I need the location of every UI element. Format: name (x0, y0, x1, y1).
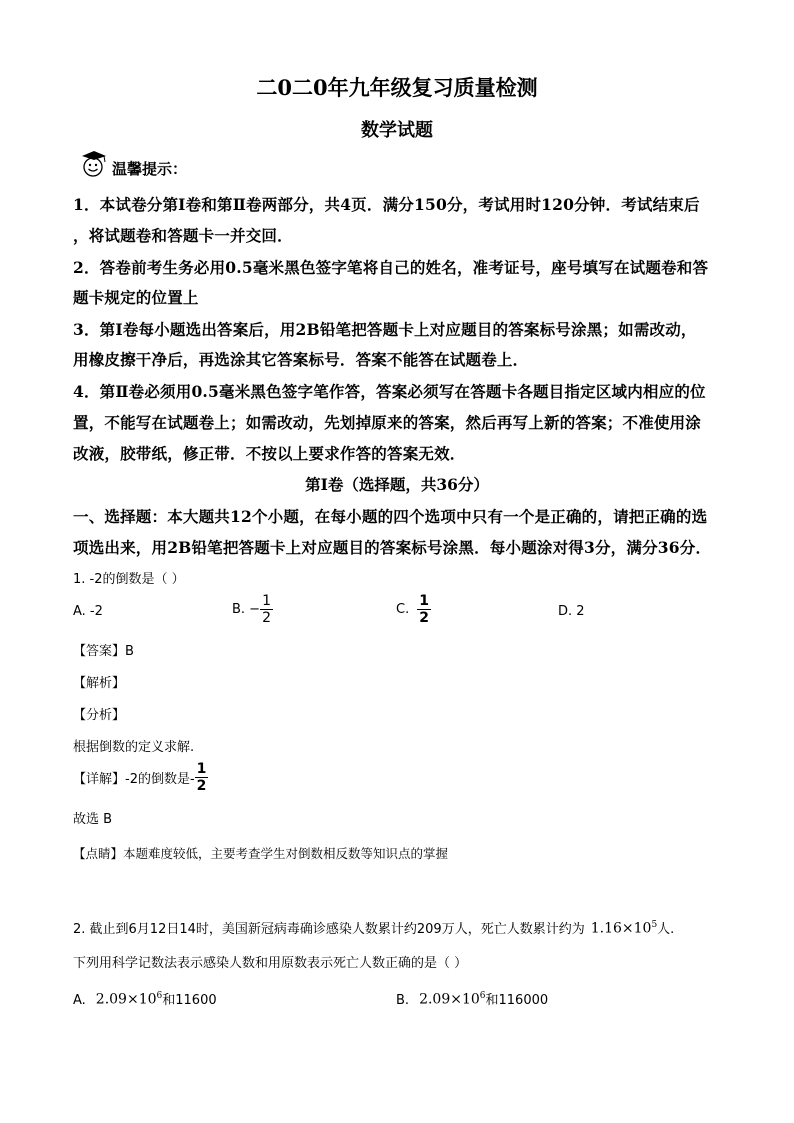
q1-option-d: D. 2 (558, 604, 585, 619)
q1-option-b-fraction (260, 594, 273, 625)
q2-stem-math-exp: 5 (651, 920, 658, 931)
q2-option-b (396, 989, 548, 1008)
q2-option-a-math-base: 2.09×10 (95, 992, 157, 1008)
q2-stem-math (591, 920, 657, 937)
q1-option-c-fraction (417, 594, 431, 625)
q2-stem-line-2: 下列用科学记数法表示感染人数和用原数表示死亡人数正确的是（ ） (73, 956, 468, 971)
q1-fenxi-text: 根据倒数的定义求解. (73, 740, 195, 755)
notice-line-4: 题卡规定的位置上 (73, 288, 199, 307)
notice-line-1: 1．本试卷分第Ⅰ卷和第Ⅱ卷两部分，共4页．满分150分，考试用时120分钟．考试结束后 (73, 195, 700, 214)
q2-stem-line-1 (73, 918, 674, 937)
q2-option-b-math-base: 2.09×10 (419, 992, 480, 1008)
q1-option-b-prefix: B. − (232, 602, 261, 617)
q1-detail-denominator: 2 (196, 778, 207, 794)
q2-option-a-prefix: A. (73, 993, 86, 1008)
q2-option-a (73, 989, 217, 1008)
q1-detail-numerator: 1 (196, 761, 207, 777)
q1-detail-fraction (195, 762, 209, 793)
notice-line-3: 2．答卷前考生务必用0.5毫米黑色签字笔将自己的姓名，准考证号，座号填写在试题卷和答 (73, 258, 709, 277)
q1-analysis-tag: 【解析】 (73, 676, 126, 691)
q1-option-c-prefix: C. (396, 602, 410, 617)
q1-option-c-numerator: 1 (419, 593, 429, 609)
q1-option-b (232, 594, 273, 625)
q1-answer: 【答案】B (73, 644, 134, 659)
section-heading: 第Ⅰ卷（选择题，共36分） (305, 475, 489, 494)
smiley-graduate-icon (78, 150, 108, 178)
section-intro-2: 项选出来，用2B铅笔把答题卡上对应题目的答案标号涂黑．每小题涂对得3分，满分36分． (73, 538, 712, 557)
page-title: 二0二0年九年级复习质量检测 (256, 75, 538, 100)
section-intro-1: 一、选择题：本大题共12个小题，在每小题的四个选项中只有一个是正确的，请把正确的选 (73, 507, 708, 526)
q2-option-a-math-exp: 6 (156, 991, 163, 1002)
q2-option-b-prefix: B. (396, 993, 410, 1008)
q2-option-b-math-exp: 6 (479, 991, 486, 1002)
q2-option-b-suffix: 和116000 (485, 993, 549, 1008)
q1-option-b-numerator: 1 (262, 593, 271, 609)
q1-option-c (396, 594, 431, 625)
notice-line-9: 改液，胶带纸，修正带．不按以上要求作答的答案无效． (73, 444, 466, 463)
notice-line-8: 置，不能写在试题卷上；如需改动，先划掉原来的答案，然后再写上新的答案；不准使用涂 (73, 413, 702, 432)
q2-stem-unit: 人. (657, 922, 675, 937)
q1-fenxi-tag: 【分析】 (73, 708, 126, 723)
q1-stem: 1. -2的倒数是（ ） (73, 572, 185, 587)
q2-stem-text: 2. 截止到6月12日14时，美国新冠病毒确诊感染人数累计约209万人，死亡人数累计约为 (73, 922, 585, 937)
q1-choose: 故选 B (73, 812, 113, 827)
q1-option-a: A. -2 (73, 604, 103, 619)
q2-option-a-suffix: 和11600 (162, 993, 217, 1008)
notice-line-5: 3．第Ⅰ卷每小题选出答案后，用2B铅笔把答题卡上对应题目的答案标号涂黑；如需改动， (73, 320, 697, 339)
q2-option-b-math (419, 991, 485, 1008)
q1-option-c-denominator: 2 (419, 610, 429, 626)
notice-line-7: 4．第Ⅱ卷必须用0.5毫米黑色签字笔作答，答案必须写在答题卡各题目指定区域内相应的位 (73, 382, 706, 401)
page-subtitle: 数学试题 (361, 120, 433, 141)
q1-detail-prefix: 【详解】-2的倒数是- (73, 772, 195, 787)
q1-detail (73, 762, 208, 793)
q1-option-b-denominator: 2 (262, 610, 271, 626)
q2-stem-math-base: 1.16×10 (590, 921, 652, 937)
notice-line-6: 用橡皮擦干净后，再选涂其它答案标号．答案不能答在试题卷上． (73, 350, 529, 369)
notice-label: 温馨提示： (112, 160, 188, 178)
q2-option-a-math (96, 991, 162, 1008)
q1-comment: 【点睛】本题难度较低，主要考查学生对倒数相反数等知识点的掌握 (73, 846, 449, 861)
notice-line-2: ，将试题卷和答题卡一并交回． (73, 226, 293, 245)
